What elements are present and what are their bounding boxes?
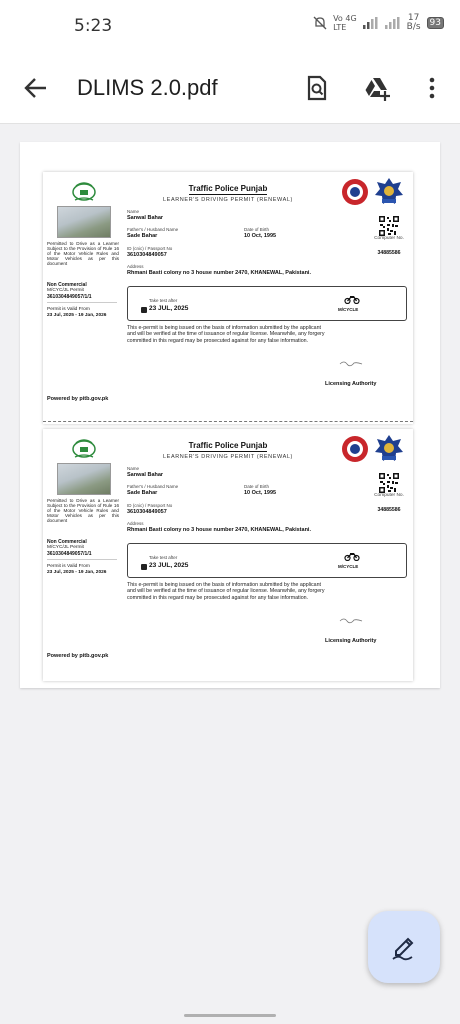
mute-icon (313, 16, 327, 30)
pdf-page[interactable] (20, 142, 440, 688)
computer-no-value: 34885586 (377, 250, 401, 256)
signature (339, 359, 363, 367)
calendar-icon (141, 564, 147, 570)
licensing-authority: Licensing Authority (325, 381, 377, 387)
edit-fab-button[interactable] (368, 911, 440, 983)
permit-card (43, 172, 413, 424)
punjab-police-badge-icon (374, 177, 404, 207)
powered-by: Powered by pitb.gov.pk (47, 396, 109, 402)
test-date-box (127, 286, 407, 321)
dob-value: 10 Oct, 1995 (244, 233, 277, 239)
valid-label: Permit is Valid From (47, 307, 90, 312)
computer-no-label: Computer No. (374, 236, 404, 241)
divider (47, 559, 117, 560)
applicant-photo (57, 463, 111, 495)
computer-no-label: Computer No. (374, 493, 404, 498)
permit-card (43, 429, 413, 681)
name-label: Name (127, 466, 140, 471)
disclaimer-text: This e-permit is being issued on the basis of information submitted by the applicant and will be verified at the time of issuance of regular license. Meanwhile, any forgery committed in this regard may be prosecuted against for any false information. (127, 582, 325, 601)
applicant-photo (57, 206, 111, 238)
document-title: DLIMS 2.0.pdf (77, 75, 218, 100)
find-in-page-icon[interactable] (303, 74, 331, 102)
qr-code-icon (379, 216, 399, 236)
traffic-police-logo-icon (341, 178, 369, 206)
status-time: 5:23 (74, 16, 113, 36)
cnic-value: 3610304849057 (127, 509, 167, 515)
name-value: Sanwal Bahar (127, 215, 164, 221)
signal-icon (363, 17, 379, 29)
calendar-icon (141, 307, 147, 313)
edit-pen-icon (390, 933, 418, 961)
address-label: Address (127, 264, 144, 269)
gesture-bar[interactable] (184, 1014, 276, 1017)
address-value: Rhmani Basti colony no 3 house number 2470, KHANEWAL, Pakistani. (127, 270, 311, 276)
father-label: Father's / Husband Name (127, 227, 179, 232)
motorcycle-icon (344, 551, 360, 561)
dob-label: Date of Birth (244, 227, 270, 232)
permit-title-text: Traffic Police Punjab (188, 441, 268, 450)
battery-icon: 93 (427, 17, 444, 29)
network-label (333, 14, 357, 32)
status-icons (313, 14, 444, 32)
speed-value: 17 (407, 13, 420, 23)
father-label: Father's / Husband Name (127, 484, 179, 489)
test-date-label: Take test after (149, 555, 178, 560)
permit-vehicle-label: M/CYC/JL Permit (47, 545, 84, 550)
dob-label: Date of Birth (244, 484, 270, 489)
permit-number: 3610304849057/1/1 (47, 294, 92, 300)
permit-vehicle-label: M/CYC/JL Permit (47, 288, 84, 293)
cnic-value: 3610304849057 (127, 252, 167, 258)
cnic-label: ID (cnic) / Passport No (127, 503, 173, 508)
dob-value: 10 Oct, 1995 (244, 490, 277, 496)
traffic-police-logo-icon (341, 435, 369, 463)
motorcycle-icon (344, 294, 360, 304)
permit-type: Non Commercial (47, 539, 87, 545)
address-label: Address (127, 521, 144, 526)
test-date-box (127, 543, 407, 578)
permitted-text: Permitted to Drive as a Learner Subject to the Provision of Rule 16 of the Motor Vehicle Rules and Motor Vehicles as per this document (47, 498, 119, 523)
permit-title-text: Traffic Police Punjab (188, 184, 268, 193)
permit-subtitle: LEARNER'S DRIVING PERMIT (RENEWAL) (163, 454, 293, 460)
father-value: Sade Bahar (127, 233, 158, 239)
permit-number: 3610304849057/1/1 (47, 551, 92, 557)
permit-type: Non Commercial (47, 282, 87, 288)
cut-line (43, 421, 413, 422)
test-date-label: Take test after (149, 298, 178, 303)
arrow-left-icon[interactable] (22, 74, 50, 102)
disclaimer-text: This e-permit is being issued on the basis of information submitted by the applicant and will be verified at the time of issuance of regular license. Meanwhile, any forgery committed in this regard may be prosecuted against for any false information. (127, 325, 325, 344)
drive-add-icon[interactable] (363, 74, 391, 102)
name-value: Sanwal Bahar (127, 472, 164, 478)
permitted-text: Permitted to Drive as a Learner Subject to the Provision of Rule 16 of the Motor Vehicle Rules and Motor Vehicles as per this document (47, 241, 119, 266)
permit-subtitle: LEARNER'S DRIVING PERMIT (RENEWAL) (163, 197, 293, 203)
more-vert-icon[interactable] (418, 74, 446, 102)
net-speed (407, 14, 421, 32)
punjab-police-badge-icon (374, 434, 404, 464)
qr-code-icon (379, 473, 399, 493)
speed-unit: B/s (406, 22, 421, 32)
powered-by: Powered by pitb.gov.pk (47, 653, 109, 659)
signal-2-icon (385, 17, 401, 29)
test-date-value: 23 JUL, 2025 (149, 305, 189, 312)
address-value: Rhmani Basti colony no 3 house number 2470, KHANEWAL, Pakistani. (127, 527, 311, 533)
signature (339, 616, 363, 624)
test-date-value: 23 JUL, 2025 (149, 562, 189, 569)
network-top: Vo 4G (333, 14, 357, 23)
father-value: Sade Bahar (127, 490, 158, 496)
valid-dates: 23 Jul, 2025 - 19 Jan, 2026 (47, 570, 107, 575)
cnic-label: ID (cnic) / Passport No (127, 246, 173, 251)
vehicle-label: M/CYCLE (338, 564, 359, 569)
network-bottom: LTE (333, 23, 347, 32)
valid-label: Permit is Valid From (47, 564, 90, 569)
licensing-authority: Licensing Authority (325, 638, 377, 644)
app-bar (0, 52, 460, 124)
divider (47, 302, 117, 303)
vehicle-label: M/CYCLE (338, 307, 359, 312)
name-label: Name (127, 209, 140, 214)
computer-no-value: 34885586 (377, 507, 401, 513)
status-bar (0, 0, 460, 52)
valid-dates: 23 Jul, 2025 - 19 Jan, 2026 (47, 313, 107, 318)
